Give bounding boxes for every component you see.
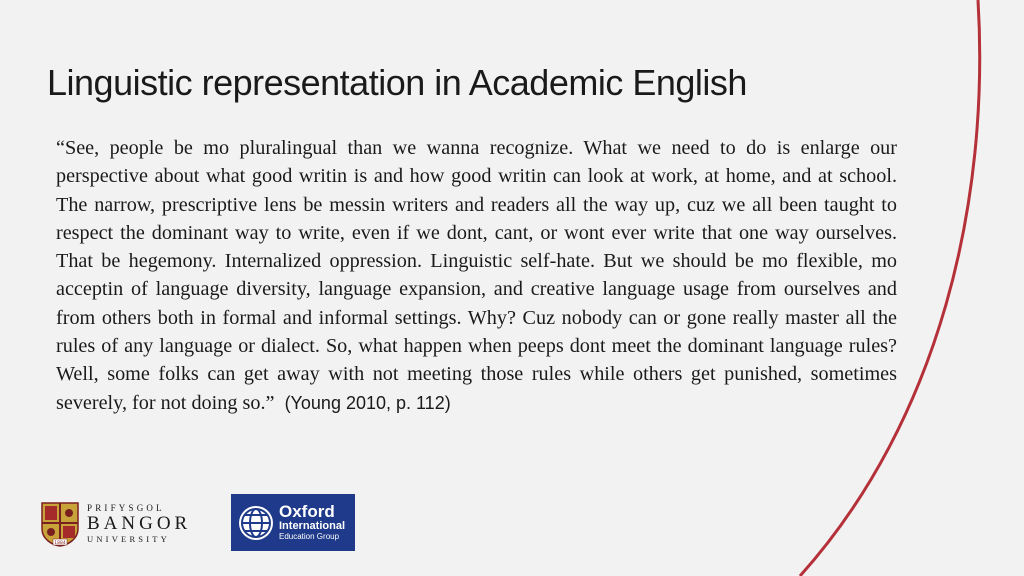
oxford-line1: Oxford	[279, 501, 335, 521]
slide-title: Linguistic representation in Academic English	[47, 62, 747, 103]
globe-icon	[237, 504, 275, 542]
bangor-line1: PRIFYSGOL	[87, 503, 165, 513]
oxford-line2: International	[279, 519, 346, 532]
bangor-line2: BANGOR	[87, 513, 192, 534]
citation: (Young 2010, p. 112)	[284, 392, 451, 413]
quote-text	[56, 134, 897, 417]
bangor-line3: UNIVERSITY	[87, 534, 170, 544]
bangor-crest-icon	[40, 501, 80, 547]
oxford-line3: Education Group	[279, 531, 340, 541]
quote-body: “See, people be mo pluralingual than we wanna recognize. What we need to do is enlarge our perspective about what good writin is and how good writin can look at work, at home, and at school. The narrow, prescriptive lens be messin writers and readers all the way up, cuz we all been taught to respect the dominant way to write, even if we dont, cant, or wont ever write that one way ourselves. That be hegemony. Internalized oppression. Linguistic self-hate. But we should be mo flexible, mo acceptin of language diversity, language expansion, and creative language usage from ourselves and from others both in formal and informal settings. Why? Cuz nobody can or gone really master all the rules of any language or dialect. So, what happen when peeps dont meet the dominant language rules? Well, some folks can get away with not meeting those rules while others get punished, sometimes severely, for not doing so.”	[56, 137, 897, 414]
oxford-international-logo	[231, 494, 355, 551]
crest-year: 1884	[54, 541, 66, 546]
bangor-university-logo	[40, 500, 191, 548]
